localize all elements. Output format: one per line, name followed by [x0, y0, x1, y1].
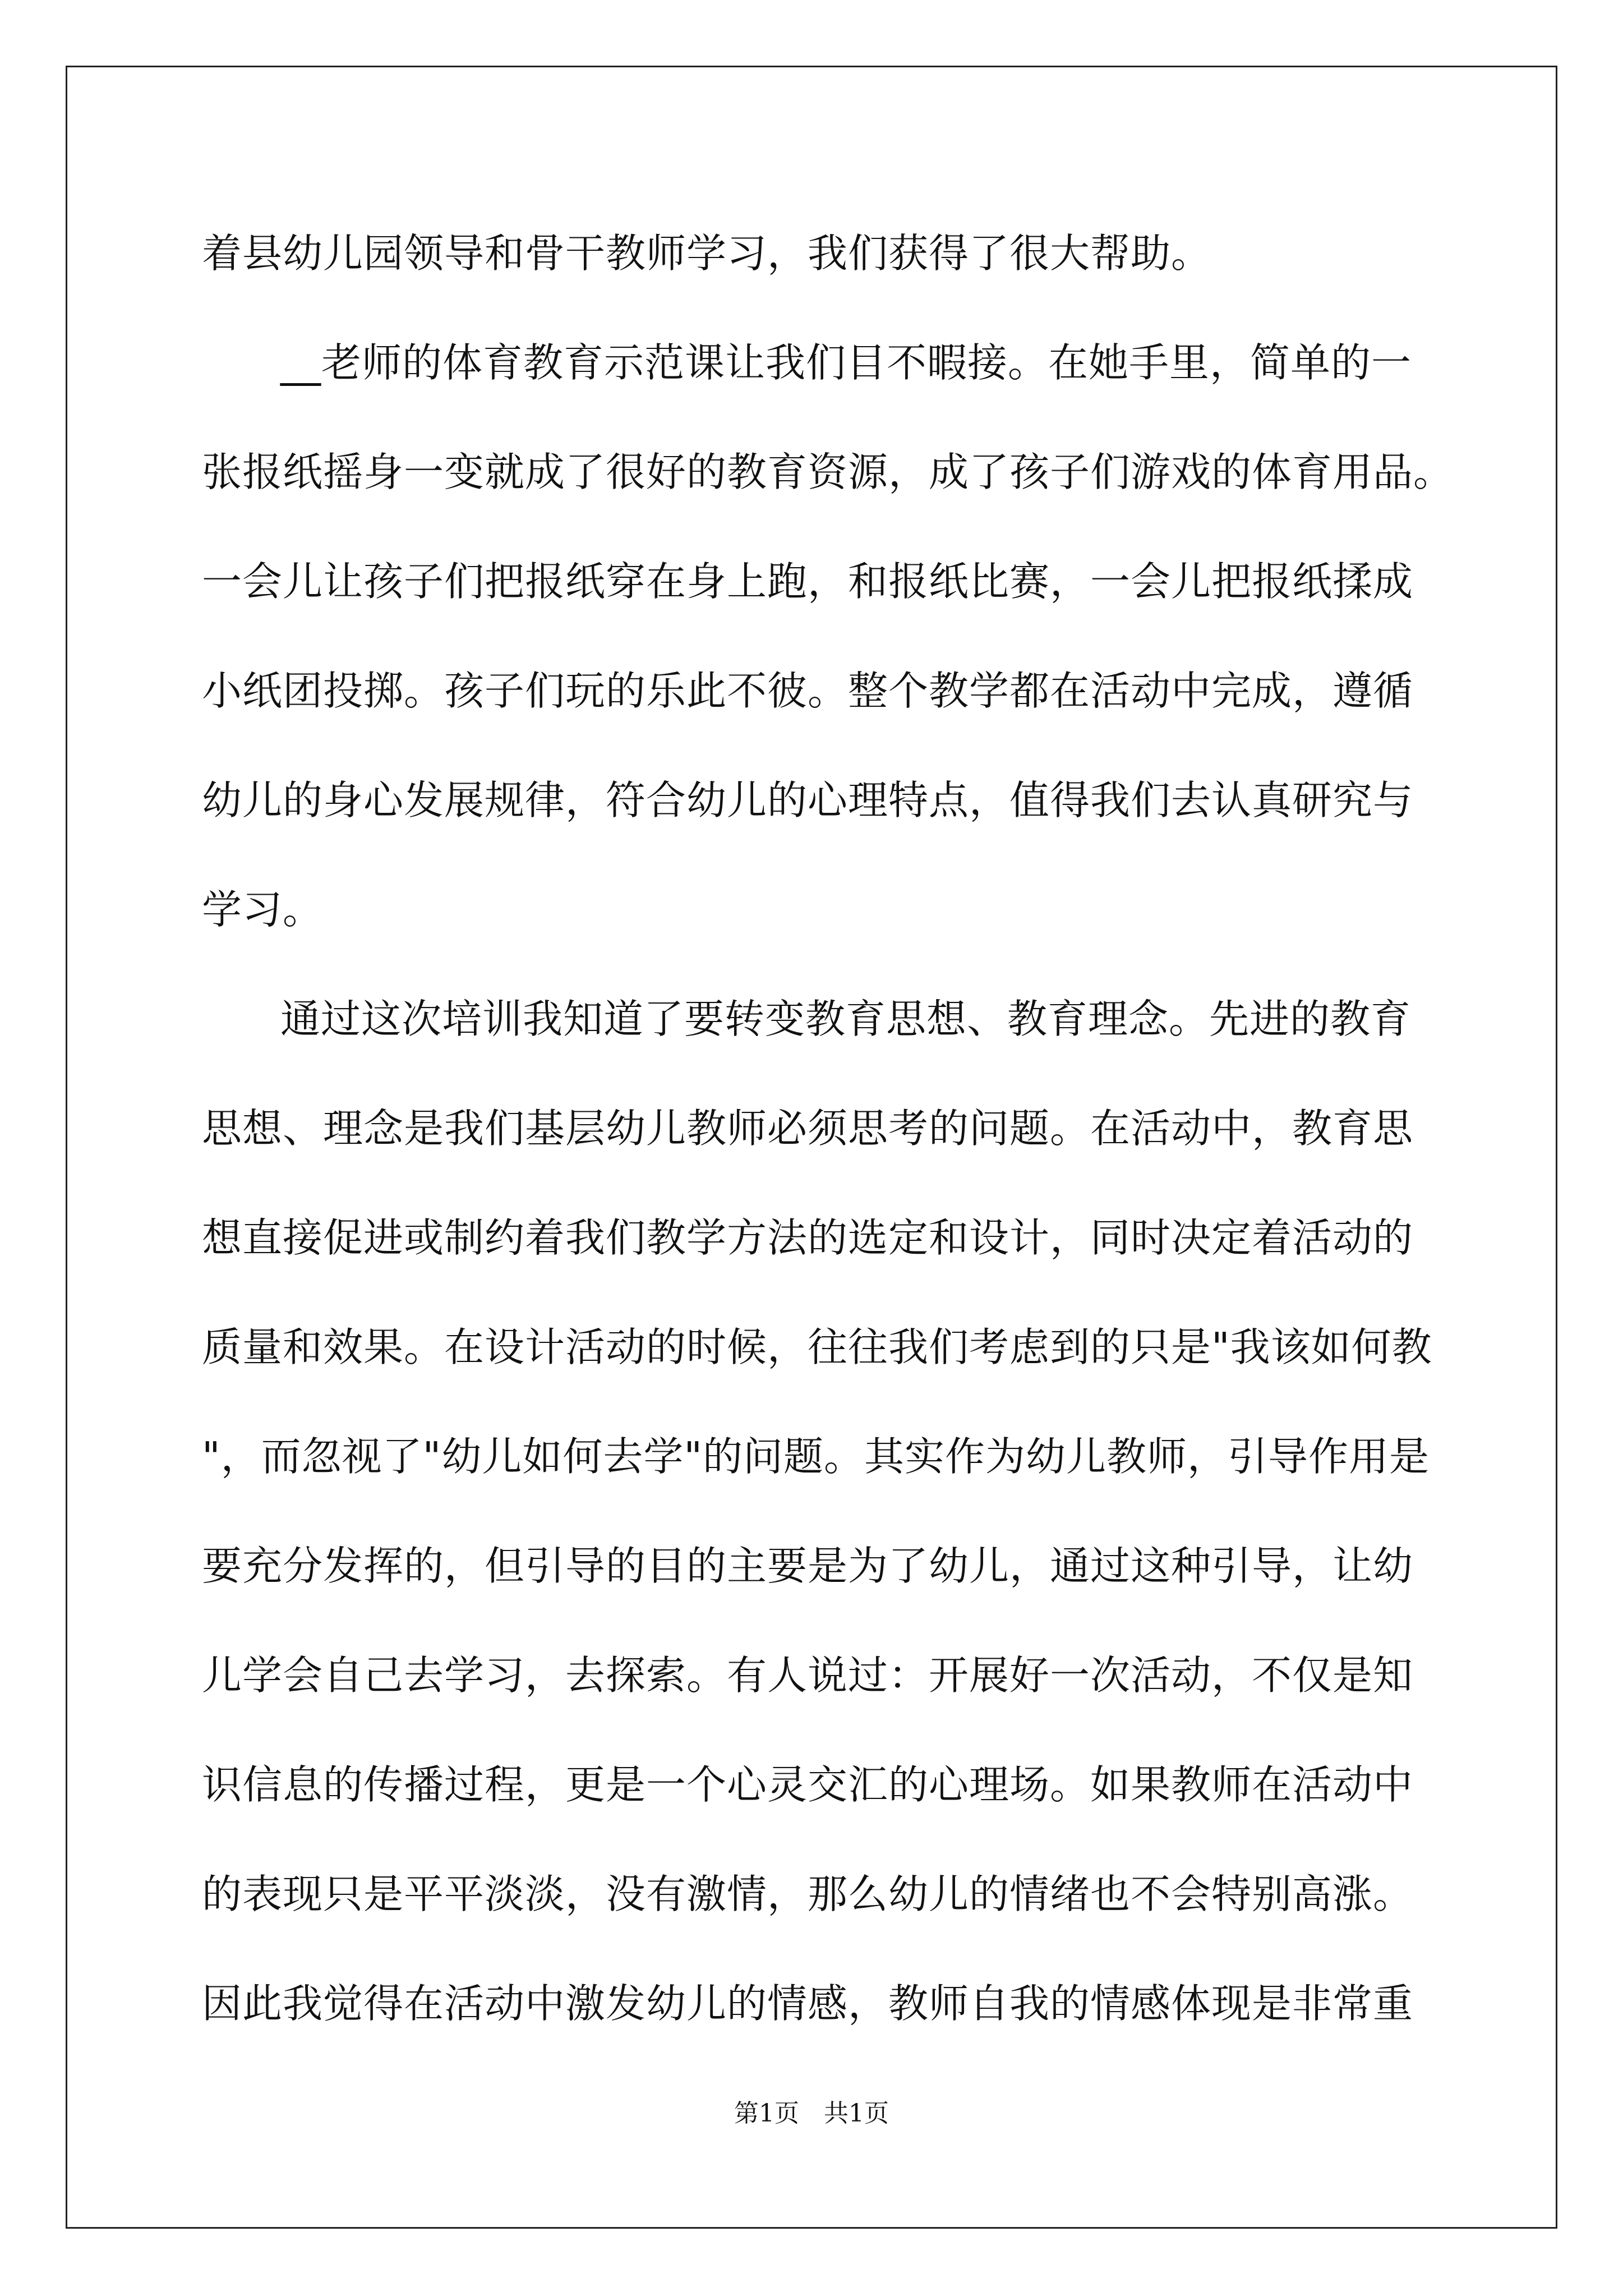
text-line-10: 想直接促进或制约着我们教学方法的选定和设计，同时决定着活动的 — [202, 1214, 1414, 1261]
text-line-7: 学习。 — [202, 886, 324, 933]
text-line-12: "，而忽视了"幼儿如何去学"的问题。其实作为幼儿教师，引导作用是 — [202, 1433, 1430, 1480]
text-line-15: 识信息的传播过程，更是一个心灵交汇的心理场。如果教师在活动中 — [202, 1761, 1414, 1808]
text-line-9: 思想、理念是我们基层幼儿教师必须思考的问题。在活动中，教育思 — [202, 1105, 1414, 1152]
text-line-6: 幼儿的身心发展规律，符合幼儿的心理特点，值得我们去认真研究与 — [202, 777, 1414, 823]
text-line-8: 通过这次培训我知道了要转变教育思想、教育理念。先进的教育 — [280, 996, 1412, 1042]
text-line-1: 着县幼儿园领导和骨干教师学习，我们获得了很大帮助。 — [202, 230, 1212, 277]
text-line-5: 小纸团投掷。孩子们玩的乐此不彼。整个教学都在活动中完成，遵循 — [202, 668, 1414, 714]
text-line-16: 的表现只是平平淡淡，没有激情，那么幼儿的情绪也不会特别高涨。 — [202, 1871, 1414, 1917]
text-line-3: 张报纸摇身一变就成了很好的教育资源，成了孩子们游戏的体育用品。 — [202, 449, 1454, 495]
text-line-2: __老师的体育教育示范课让我们目不暇接。在她手里，简单的一 — [280, 339, 1412, 386]
text-line-4: 一会儿让孩子们把报纸穿在身上跑，和报纸比赛，一会儿把报纸揉成 — [202, 558, 1414, 605]
page-number-footer: 第1页 共1页 — [734, 2099, 889, 2128]
text-line-13: 要充分发挥的，但引导的目的主要是为了幼儿，通过这种引导，让幼 — [202, 1543, 1414, 1589]
text-line-17: 因此我觉得在活动中激发幼儿的情感，教师自我的情感体现是非常重 — [202, 1980, 1414, 2027]
text-line-11: 质量和效果。在设计活动的时候，往往我们考虑到的只是"我该如何教 — [202, 1324, 1432, 1370]
text-line-14: 儿学会自己去学习，去探索。有人说过：开展好一次活动，不仅是知 — [202, 1652, 1414, 1699]
